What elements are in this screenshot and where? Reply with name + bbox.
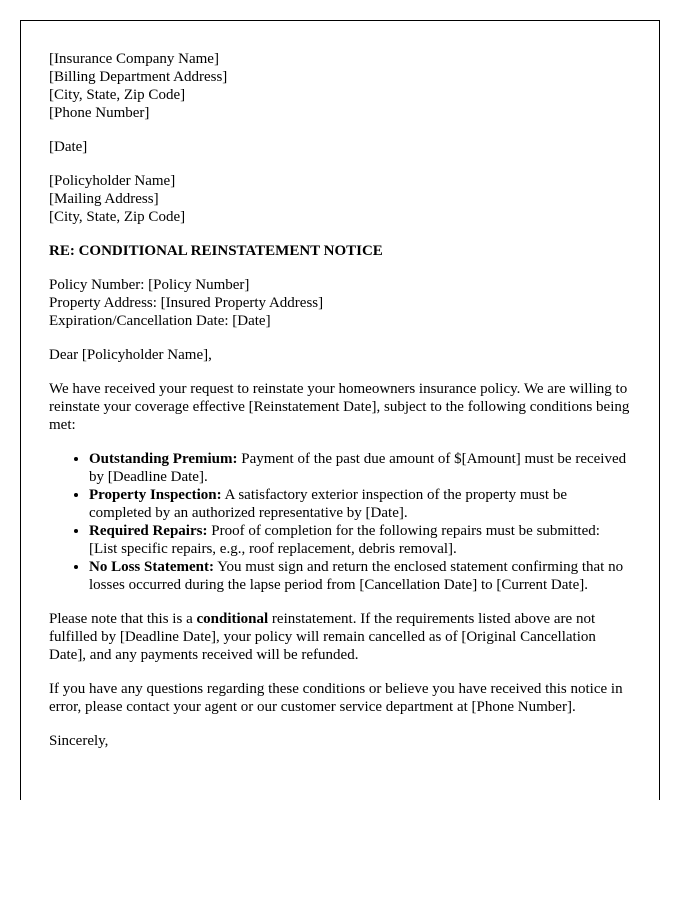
note-text-after: reinstatement. If the requirements listed above are not fulfilled by [Deadline Date], your policy will remain cancelled as of [Original Cancellation Date], and any payments received will be refunded.: [49, 611, 596, 663]
condition-text: Payment of the past due amount of $[Amount] must be received by [Deadline Date].: [89, 451, 627, 485]
date-block: [49, 138, 631, 156]
condition-title: Required Repairs:: [89, 523, 208, 539]
condition-text: A satisfactory exterior inspection of the property must be completed by an authorized representative by [Date].: [89, 487, 567, 521]
property-address: Property Address: [Insured Property Address]: [49, 295, 324, 311]
conditions-list: [49, 450, 631, 594]
condition-title: No Loss Statement:: [89, 559, 214, 575]
recipient-name: [Policyholder Name]: [49, 173, 176, 189]
condition-title: Outstanding Premium:: [89, 451, 238, 467]
contact-paragraph: If you have any questions regarding these conditions or believe you have received this notice in error, please contact your agent or our customer service department at [Phone Number].: [49, 681, 623, 715]
recipient-mailing-address: [Mailing Address]: [49, 191, 159, 207]
note-text-bold: conditional: [196, 611, 269, 627]
recipient-city-state-zip: [City, State, Zip Code]: [49, 209, 186, 225]
condition-item: [89, 450, 631, 486]
letter-page: [20, 20, 660, 800]
recipient-address-block: [49, 172, 631, 226]
condition-item: [89, 486, 631, 522]
sender-phone: [Phone Number]: [49, 105, 150, 121]
policy-number: Policy Number: [Policy Number]: [49, 277, 250, 293]
condition-text: Proof of completion for the following repairs must be submitted: [List specific repairs, e.g., roof replacement, debris removal].: [89, 523, 600, 557]
condition-item: [89, 522, 631, 558]
expiration-date: Expiration/Cancellation Date: [Date]: [49, 313, 271, 329]
policy-info-block: [49, 276, 631, 330]
sender-city-state-zip: [City, State, Zip Code]: [49, 87, 186, 103]
intro-paragraph: We have received your request to reinstate your homeowners insurance policy. We are willing to reinstate your coverage effective [Reinstatement Date], subject to the following conditions being met:: [49, 381, 630, 433]
sender-address-block: [49, 50, 631, 122]
closing: Sincerely,: [49, 733, 109, 749]
condition-item: [89, 558, 631, 594]
condition-title: Property Inspection:: [89, 487, 222, 503]
salutation: Dear [Policyholder Name],: [49, 347, 212, 363]
sender-company-name: [Insurance Company Name]: [49, 51, 219, 67]
letter-date: [Date]: [49, 139, 88, 155]
note-text-before: Please note that this is a: [49, 611, 197, 627]
sender-address: [Billing Department Address]: [49, 69, 228, 85]
condition-text: You must sign and return the enclosed statement confirming that no losses occurred during the lapse period from [Cancellation Date] to [Current Date].: [89, 559, 624, 593]
note-paragraph: [49, 610, 631, 664]
subject-line: RE: CONDITIONAL REINSTATEMENT NOTICE: [49, 243, 383, 259]
